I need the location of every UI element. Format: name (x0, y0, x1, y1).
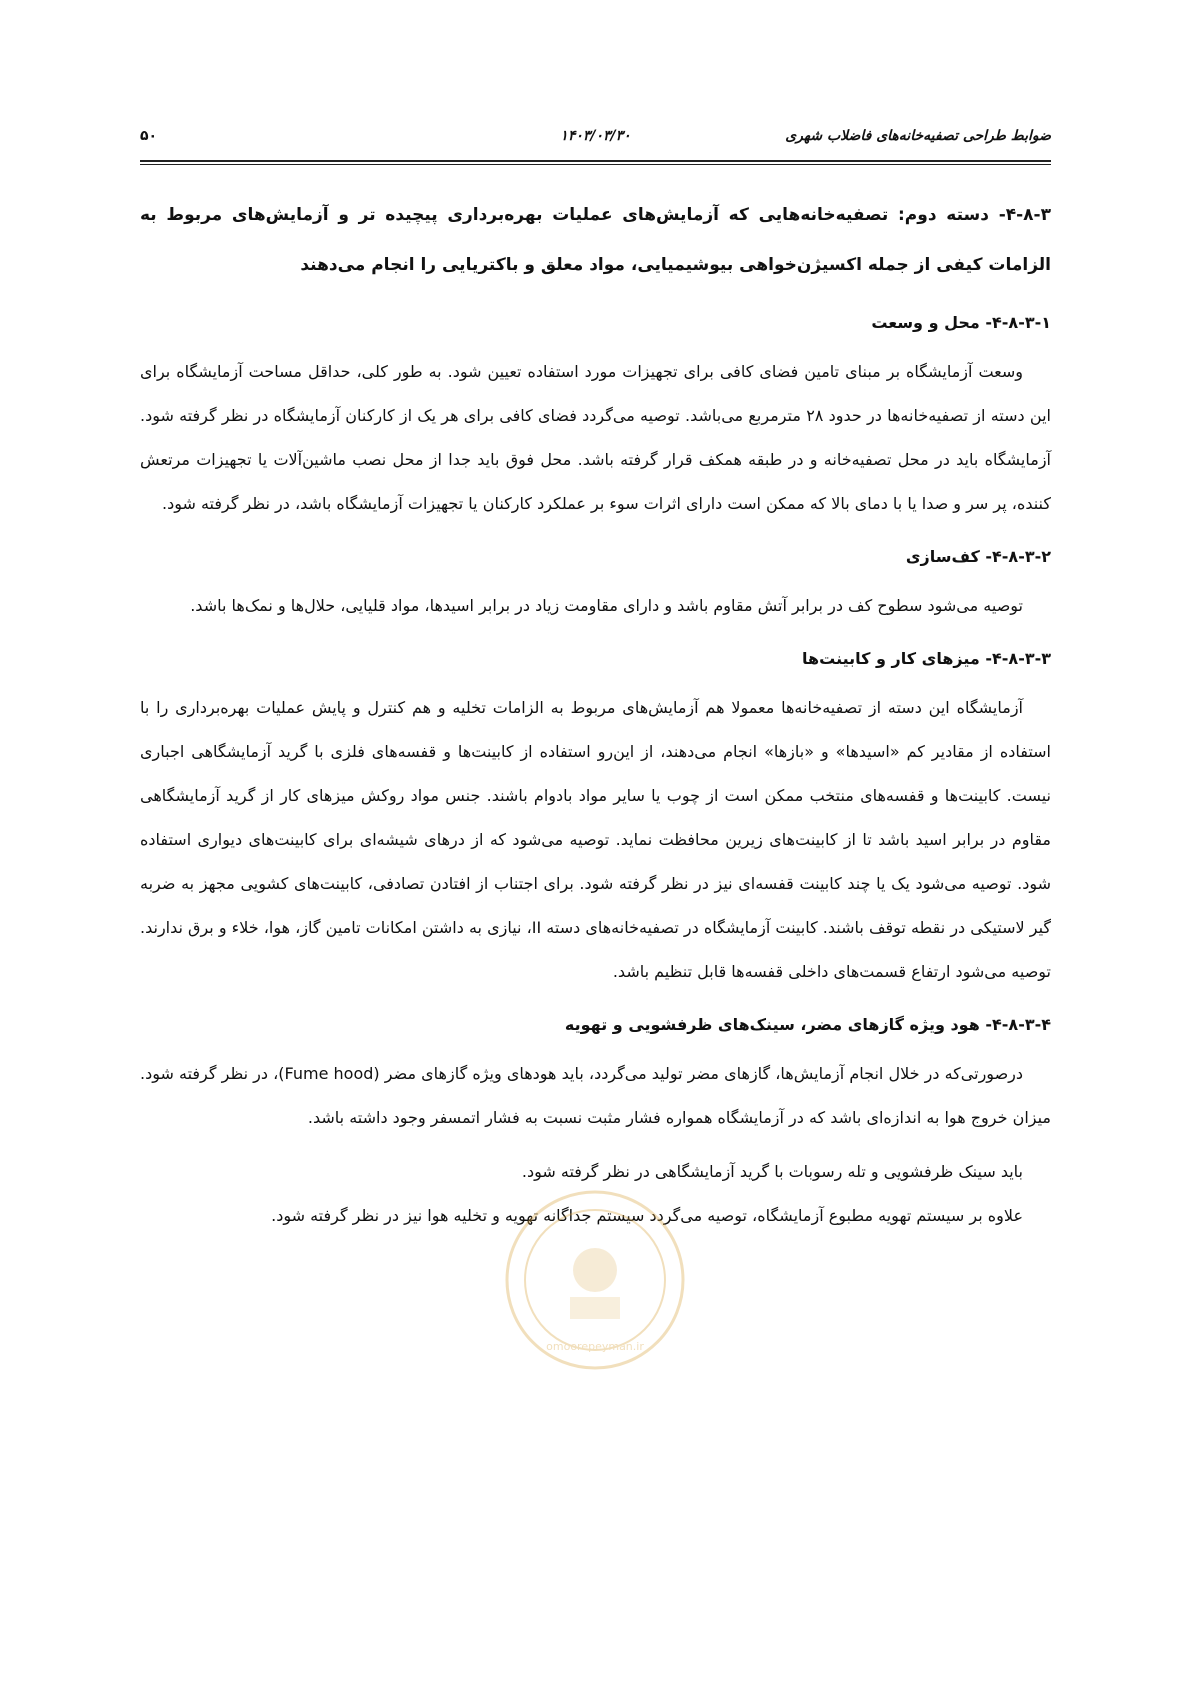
paragraph: علاوه بر سیستم تهویه مطبوع آزمایشگاه، توصیه می‌گردد سیستم جداگانه تهویه و تخلیه هوا نیز در نظر گرفته شود. (271, 1206, 1023, 1225)
subsection-heading-fume-hood: ۴-۸-۳-۴- هود ویژه گازهای مضر، سینک‌های ظرفشویی و تهویه (564, 1015, 1051, 1034)
header-divider (140, 160, 1051, 165)
page-body (140, 180, 1051, 1238)
subsection-heading-flooring: ۴-۸-۳-۲- کف‌سازی (905, 547, 1051, 566)
page-number: ۵۰ (140, 128, 158, 144)
paragraph: توصیه می‌شود سطوح کف در برابر آتش مقاوم باشد و دارای مقاومت زیاد در برابر اسیدها، مواد قلیایی، حلال‌ها و نمک‌ها باشد. (190, 596, 1023, 615)
running-title: ضوابط طراحی تصفیه‌خانه‌های فاضلاب شهری (785, 128, 1051, 144)
page-header (140, 128, 1051, 154)
paragraph: درصورتی‌که در خلال انجام آزمایش‌ها، گازهای مضر تولید می‌گردد، باید هودهای ویژه گازهای مضر (Fume hood)، در نظر گرفته شود. میزان خروج هوا به اندازه‌ای باشد که در آزمایشگاه همواره فشار مثبت نسبت به فشار اتمسفر وجود داشته باشد. (140, 1064, 1051, 1127)
subsection-heading-location: ۴-۸-۳-۱- محل و وسعت (871, 313, 1051, 332)
document-date: ۱۴۰۳/۰۳/۳۰ (560, 128, 631, 144)
paragraph: آزمایشگاه این دسته از تصفیه‌خانه‌ها معمولا هم آزمایش‌های مربوط به الزامات تخلیه و هم کنترل و پایش عملیات بهره‌برداری را با استفاده از مقادیر کم «اسیدها» و «بازها» انجام می‌دهند، از این‌رو استفاده از کابینت‌ها و قفسه‌های فلزی با گرید آزمایشگاهی اجباری نیست. کابینت‌ها و قفسه‌های منتخب ممکن است از چوب یا سایر مواد بادوام باشند. جنس مواد روکش میزهای کار از گرید آزمایشگاهی مقاوم در برابر اسید باشد تا از کابینت‌های زیرین محافظت نماید. توصیه می‌شود که از درهای شیشه‌ای برای کابینت‌های دیواری استفاده شود. توصیه می‌شود یک یا چند کابینت قفسه‌ای نیز در نظر گرفته شود. برای اجتناب از افتادن تصادفی، کابینت‌های کشویی مجهز به ضربه گیر لاستیکی در نقطه توقف باشند. کابینت آزمایشگاه در تصفیه‌خانه‌های دسته II، نیازی به داشتن امکانات تامین گاز، هوا، خلاء و برق ندارند. توصیه می‌شود ارتفاع قسمت‌های داخلی قفسه‌ها قابل تنظیم باشد. (140, 698, 1052, 981)
subsection-heading-benches-cabinets: ۴-۸-۳-۳- میزهای کار و کابینت‌ها (802, 649, 1051, 668)
paragraph: وسعت آزمایشگاه بر مبنای تامین فضای کافی برای تجهیزات مورد استفاده تعیین شود. به طور کلی، حداقل مساحت آزمایشگاه برای این دسته از تصفیه‌خانه‌ها در حدود ۲۸ مترمربع می‌باشد. توصیه می‌گردد فضای کافی برای هر یک از کارکنان آزمایشگاه در نظر گرفته شود. آزمایشگاه باید در محل تصفیه‌خانه و در طبقه همکف قرار گرفته باشد. محل فوق باید جدا از محل نصب ماشین‌آلات یا تجهیزات مرتعش کننده، پر سر و صدا یا با دمای بالا که ممکن است دارای اثرات سوء بر عملکرد کارکنان یا تجهیزات آزمایشگاه باشد، در نظر گرفته شود. (140, 362, 1051, 513)
section-heading: ۴-۸-۳- دسته دوم: تصفیه‌خانه‌هایی که آزمایش‌های عملیات بهره‌برداری پیچیده تر و آزمایش‌های مربوط به الزامات کیفی از جمله اکسیژن‌خواهی بیوشیمیایی، مواد معلق و باکتریایی را انجام می‌دهند (140, 205, 1051, 275)
watermark-text: omoorepeyman.ir (546, 1340, 644, 1353)
paragraph: باید سینک ظرفشویی و تله رسوبات با گرید آزمایشگاهی در نظر گرفته شود. (521, 1162, 1023, 1181)
